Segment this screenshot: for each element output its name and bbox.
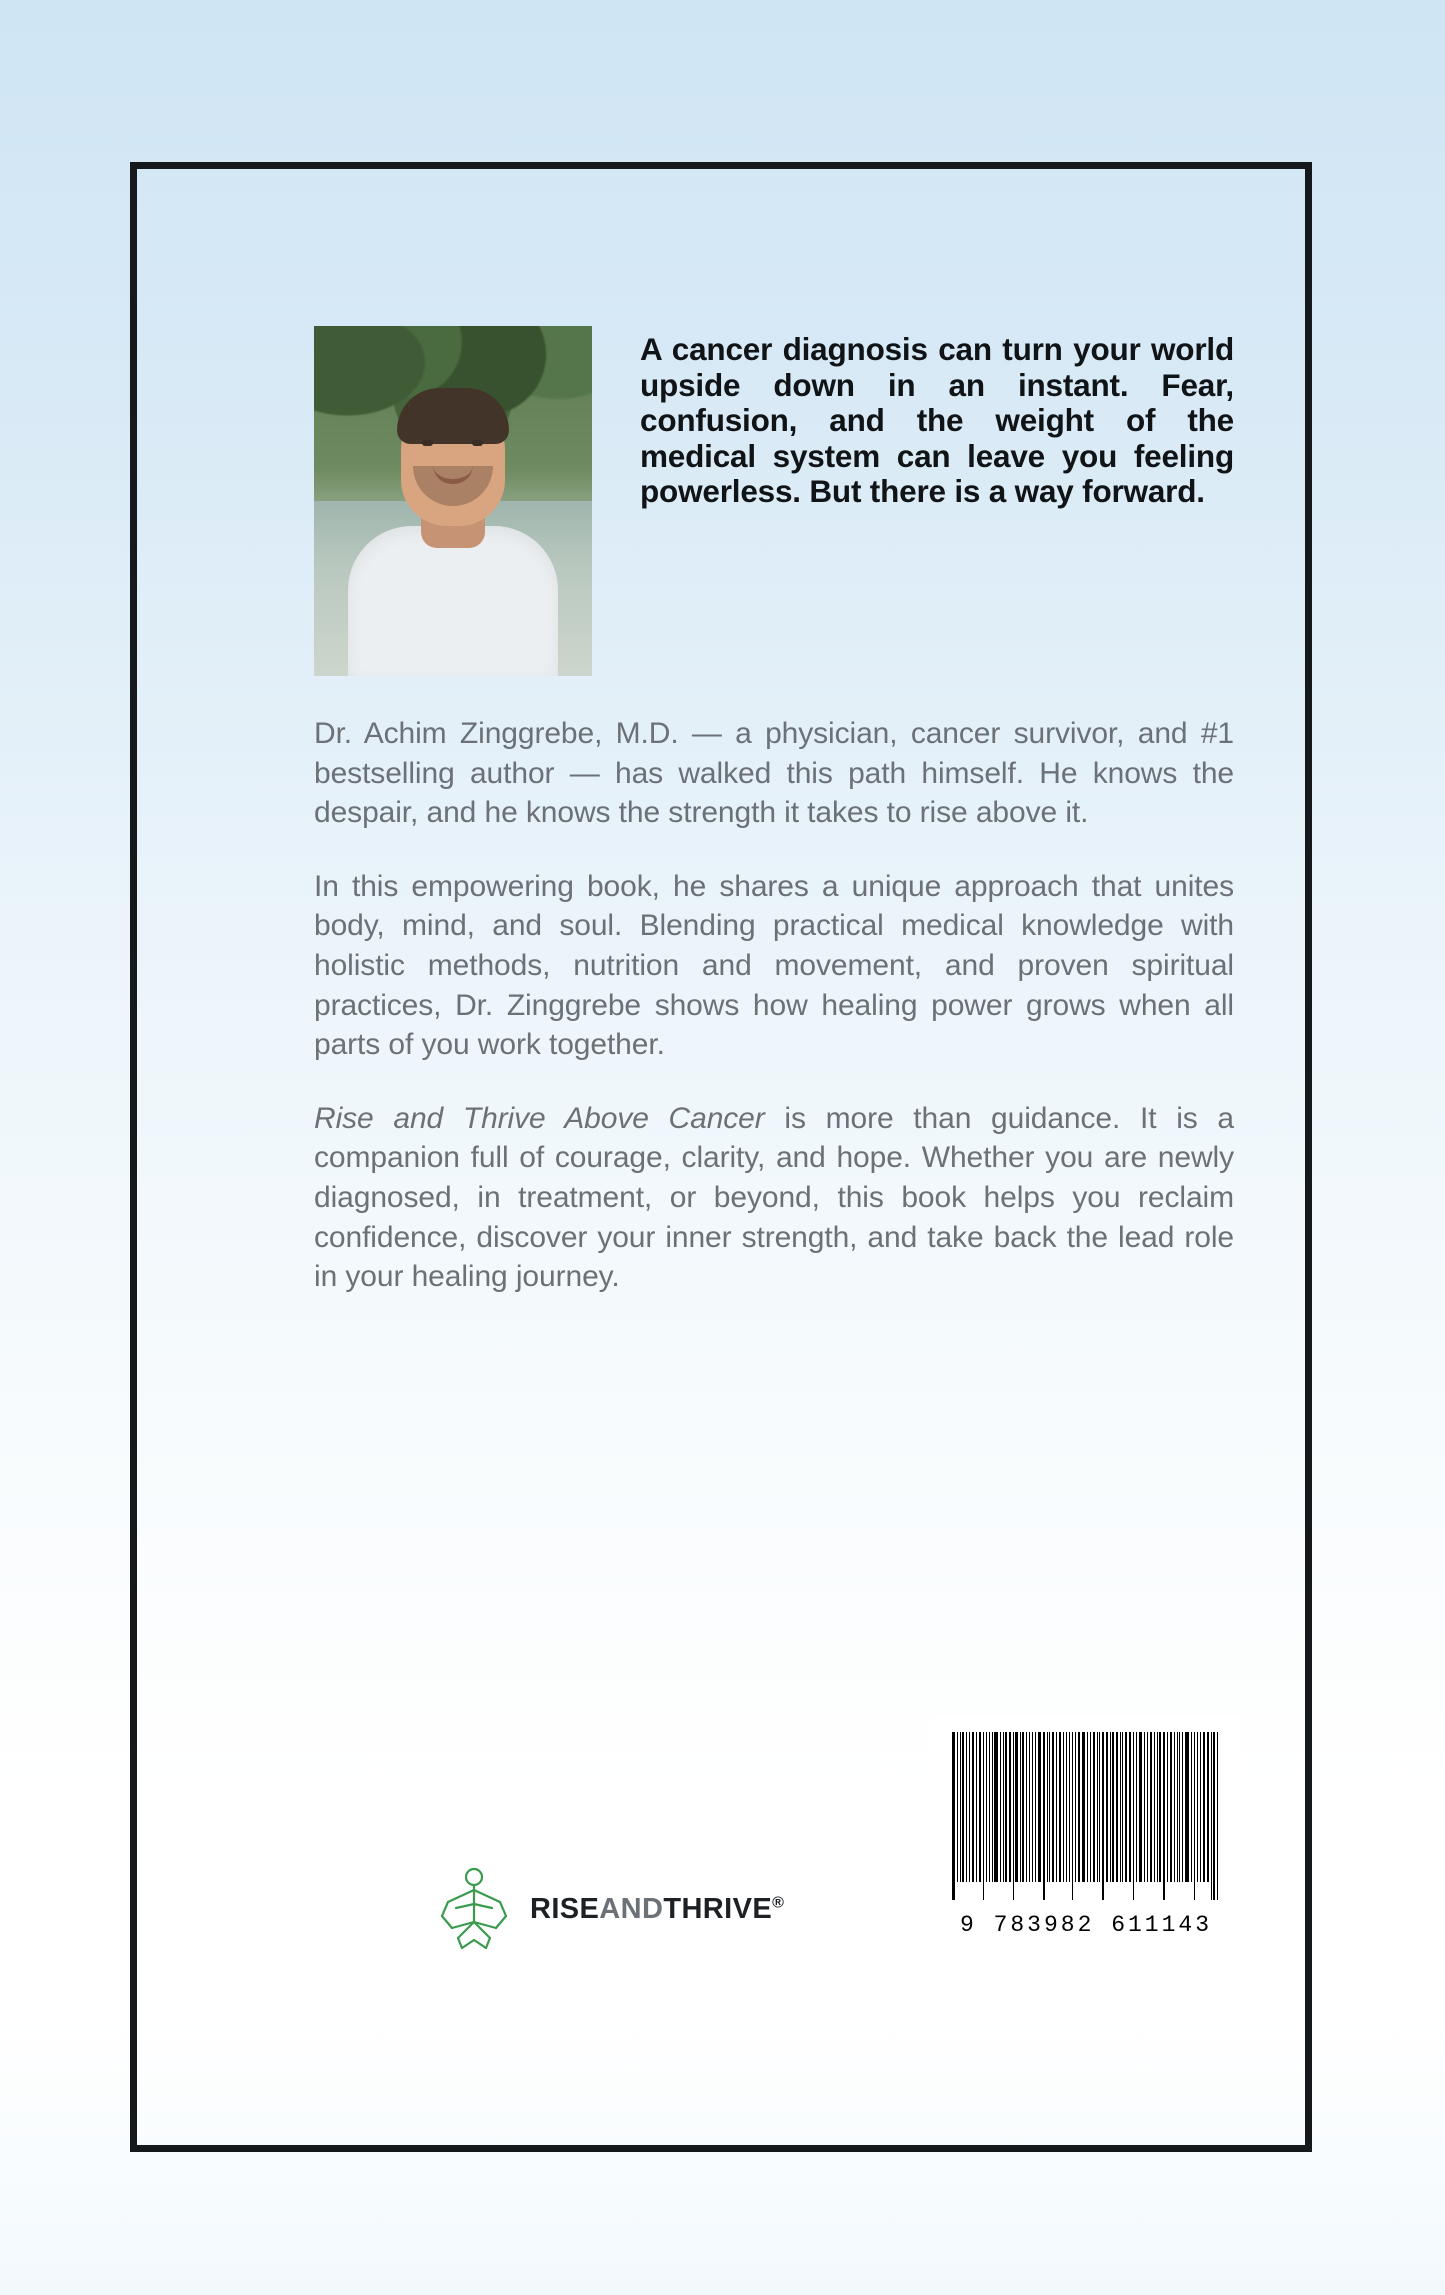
barcode-bar xyxy=(989,1732,990,1882)
barcode-bar xyxy=(1063,1732,1064,1882)
cover-content xyxy=(184,216,1262,2102)
barcode-digits: 9 783982 611143 xyxy=(959,1912,1213,1938)
barcode-bar xyxy=(1075,1732,1077,1882)
barcode-bar xyxy=(1052,1732,1054,1882)
author-photo xyxy=(314,326,592,676)
barcode-bar xyxy=(976,1732,977,1882)
barcode-bar xyxy=(1133,1732,1134,1900)
barcode-bar xyxy=(986,1732,987,1882)
lead-paragraph: A cancer diagnosis can turn your world upside down in an instant. Fear, confusion, and the weight of the medical system can leave you feeling powerless. But there is a way forward. xyxy=(640,331,1234,510)
barcode-bar xyxy=(1093,1732,1095,1882)
book-title-italic: Rise and Thrive Above Cancer xyxy=(314,1101,765,1135)
barcode-bar xyxy=(1003,1732,1004,1882)
barcode-bar xyxy=(1035,1732,1036,1882)
barcode-bar xyxy=(1211,1732,1212,1900)
barcode-bar xyxy=(1059,1732,1062,1882)
barcode-bar xyxy=(1129,1732,1131,1882)
photo-eye-left xyxy=(422,440,433,446)
barcode-bar xyxy=(1191,1732,1193,1882)
paragraph-3-rest: is more than guidance. It is a companion full of courage, clarity, and hope. Whether you are newly diagnosed, in treatment, or beyond, this book helps you reclaim confidence, discover your inner strength, and take back the lead role in your healing journey. xyxy=(314,1101,1234,1294)
barcode-bar xyxy=(1056,1732,1057,1882)
barcode-bar xyxy=(1139,1732,1142,1882)
barcode-bar xyxy=(1197,1732,1198,1882)
barcode-bar xyxy=(1099,1732,1100,1882)
barcode-bar xyxy=(1185,1732,1188,1882)
barcode-bar xyxy=(1174,1732,1175,1882)
barcode-bar xyxy=(1097,1732,1098,1882)
brand-word-start: RISE xyxy=(530,1892,600,1925)
barcode-bar xyxy=(1020,1732,1021,1882)
barcode-bar xyxy=(1000,1732,1001,1882)
barcode-bar xyxy=(1200,1732,1201,1882)
photo-eye-right xyxy=(472,440,483,446)
barcode-bar xyxy=(1157,1732,1158,1882)
barcode-bar xyxy=(1154,1732,1155,1882)
barcode-bar xyxy=(1213,1732,1215,1900)
barcode-bar xyxy=(1072,1732,1073,1900)
barcode-bar xyxy=(1110,1732,1111,1882)
barcode-bar xyxy=(1136,1732,1137,1882)
barcode xyxy=(930,1716,1242,1956)
paragraph-3 xyxy=(314,1099,1234,1297)
barcode-bar xyxy=(1009,1732,1010,1882)
barcode-bar xyxy=(1194,1732,1195,1900)
brand-word-end: THRIVE xyxy=(663,1892,773,1925)
barcode-bar xyxy=(1082,1732,1085,1882)
brand-word-mid: AND xyxy=(599,1892,664,1925)
barcode-bar xyxy=(1013,1732,1014,1900)
barcode-bar xyxy=(1112,1732,1114,1882)
publisher-logo xyxy=(436,1866,784,1952)
brand-wordmark xyxy=(530,1893,784,1926)
barcode-bar xyxy=(979,1732,981,1882)
barcode-bar xyxy=(1122,1732,1123,1882)
barcode-bars xyxy=(952,1732,1220,1900)
lead-block xyxy=(314,326,1234,676)
barcode-bar xyxy=(1029,1732,1030,1882)
barcode-bar xyxy=(962,1732,964,1882)
photo-hair xyxy=(397,388,509,444)
barcode-bar xyxy=(972,1732,975,1882)
barcode-bar xyxy=(992,1732,993,1882)
barcode-bar xyxy=(1170,1732,1172,1882)
barcode-bar xyxy=(1150,1732,1152,1882)
barcode-bar xyxy=(957,1732,958,1882)
barcode-bar xyxy=(1106,1732,1107,1882)
paragraph-2: In this empowering book, he shares a unique approach that unites body, mind, and soul. Blending practical medical knowledge with holistic methods, nutrition and movement, and proven spiritual practices, Dr. Zinggrebe shows how healing power grows when all parts of you work together. xyxy=(314,869,1234,1062)
barcode-bar xyxy=(1116,1732,1117,1882)
barcode-bar xyxy=(1217,1732,1218,1900)
barcode-bar xyxy=(1005,1732,1007,1882)
barcode-bar xyxy=(1087,1732,1088,1882)
barcode-bar xyxy=(1022,1732,1023,1882)
barcode-bar xyxy=(1177,1732,1178,1882)
barcode-bar xyxy=(1207,1732,1208,1882)
paragraph-1: Dr. Achim Zinggrebe, M.D. — a physician, cancer survivor, and #1 bestselling author — has walked this path himself. He knows the despair, and he knows the strength it takes to rise above it. xyxy=(314,717,1234,830)
brand-registered-mark: ® xyxy=(772,1893,785,1911)
barcode-bar xyxy=(1043,1732,1044,1900)
barcode-bar xyxy=(1159,1732,1160,1882)
barcode-bar xyxy=(983,1732,984,1900)
barcode-bar xyxy=(1147,1732,1148,1882)
barcode-bar xyxy=(1026,1732,1027,1882)
photo-shirt xyxy=(348,526,558,676)
barcode-bar xyxy=(1125,1732,1128,1882)
barcode-bar xyxy=(1066,1732,1067,1882)
barcode-bar xyxy=(1144,1732,1145,1882)
barcode-bar xyxy=(1090,1732,1091,1882)
barcode-bar xyxy=(1120,1732,1121,1882)
barcode-bar xyxy=(1047,1732,1048,1882)
barcode-bar xyxy=(994,1732,997,1882)
barcode-bar xyxy=(952,1732,955,1900)
barcode-bar xyxy=(1032,1732,1034,1882)
barcode-bar xyxy=(1049,1732,1050,1882)
barcode-bar xyxy=(1015,1732,1018,1882)
body-copy xyxy=(314,714,1234,1297)
barcode-bar xyxy=(1038,1732,1041,1882)
barcode-bar xyxy=(960,1732,961,1882)
barcode-bar xyxy=(966,1732,967,1882)
cover-footer xyxy=(314,1716,1234,2056)
barcode-bar xyxy=(1102,1732,1105,1900)
barcode-bar xyxy=(1078,1732,1079,1882)
barcode-bar xyxy=(1182,1732,1183,1882)
rise-and-thrive-figure-icon xyxy=(436,1866,512,1952)
barcode-bar xyxy=(1163,1732,1166,1900)
barcode-bar xyxy=(969,1732,970,1882)
barcode-bar xyxy=(1069,1732,1070,1882)
barcode-bar xyxy=(1179,1732,1180,1882)
barcode-bar xyxy=(1167,1732,1168,1882)
barcode-bar xyxy=(1203,1732,1206,1882)
